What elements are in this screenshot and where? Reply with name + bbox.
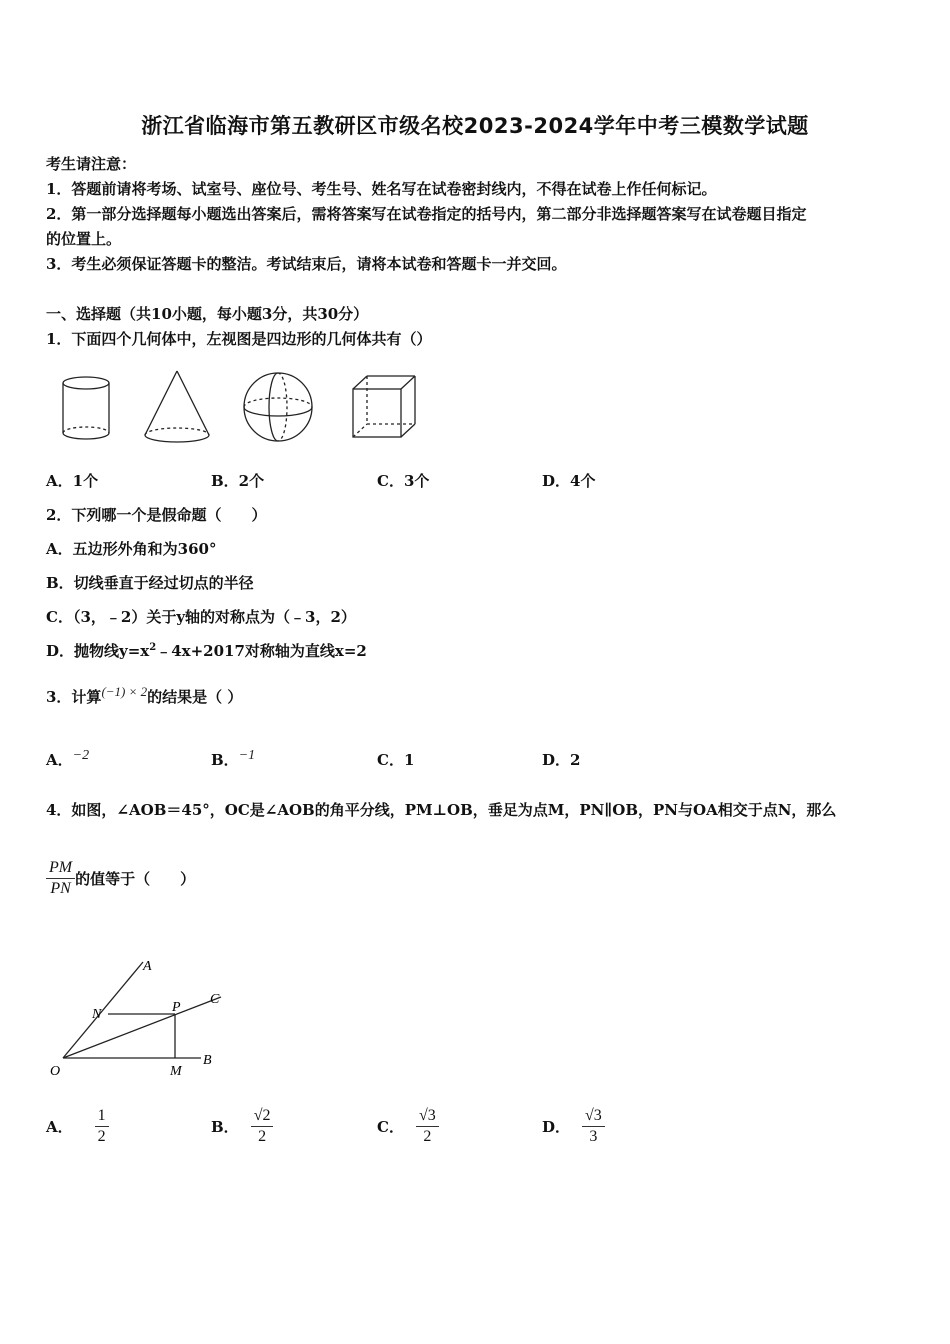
cylinder-icon: [63, 377, 109, 439]
q4-option-b-label: B．: [211, 1118, 239, 1136]
q3-option-d-value: 2: [570, 751, 581, 769]
q1-option-c[interactable]: C．3个: [377, 472, 430, 490]
q4-option-a-numerator: 1: [95, 1106, 109, 1127]
q4-option-d-label: D．: [542, 1118, 571, 1136]
q4-option-c-fraction: [416, 1106, 439, 1147]
q3-option-a[interactable]: [46, 749, 89, 770]
q4-fraction-line: [46, 858, 195, 899]
q1-option-a[interactable]: A．1个: [46, 472, 99, 490]
q3-option-c[interactable]: [377, 749, 414, 770]
notice-item-2: 2．第一部分选择题每小题选出答案后，需将答案写在试卷指定的括号内，第二部分非选择题答案写在试卷题目指定: [46, 205, 807, 223]
figure-label-p: P: [172, 1000, 181, 1015]
q4-option-a-fraction: [95, 1106, 109, 1147]
q4-option-b-fraction: [251, 1106, 274, 1147]
q3-option-a-value: −2: [72, 748, 90, 763]
cone-icon: [145, 371, 209, 442]
q3-option-c-value: 1: [403, 751, 415, 769]
q1-stem: 1．下面四个几何体中，左视图是四边形的几何体共有（）: [46, 330, 432, 348]
q4-stem: 4．如图，∠AOB＝45°，OC是∠AOB的角平分线，PM⊥OB，垂足为点M，PN∥OB，PN与OA相交于点N，那么: [46, 801, 837, 819]
notice-item-1: 1．答题前请将考场、试室号、座位号、考生号、姓名写在试卷密封线内，不得在试卷上作任何标记。: [46, 180, 717, 198]
figure-label-o: O: [50, 1064, 61, 1079]
q1-shapes: [46, 366, 426, 450]
q3-expression: (−1) × 2: [101, 684, 148, 699]
q4-option-d-numerator: √3: [582, 1106, 605, 1127]
q4-option-c-label: C．: [377, 1118, 404, 1136]
q3-option-d-label: D．: [542, 751, 571, 769]
q4-figure: [46, 952, 236, 1082]
q3-option-b-label: B．: [211, 751, 239, 769]
sphere-icon: [244, 373, 312, 441]
q4-option-b[interactable]: [211, 1106, 273, 1147]
q3-option-a-label: A．: [46, 751, 73, 769]
q2-stem: 2．下列哪一个是假命题（ ）: [46, 506, 267, 524]
q2-option-d[interactable]: [46, 640, 367, 661]
notice-item-3: 3．考生必须保证答题卡的整洁。考试结束后，请将本试卷和答题卡一并交回。: [46, 255, 567, 273]
q3-option-d[interactable]: [542, 749, 580, 770]
cube-icon: [353, 376, 415, 437]
figure-label-n: N: [92, 1007, 102, 1022]
q3-option-b[interactable]: [211, 749, 255, 770]
q4-option-a-label: A．: [46, 1118, 73, 1136]
q2-option-a[interactable]: A．五边形外角和为360°: [46, 540, 217, 558]
q1-option-d[interactable]: D．4个: [542, 472, 596, 490]
section-heading: 一、选择题（共10小题，每小题3分，共30分）: [46, 305, 369, 323]
figure-label-m: M: [170, 1064, 182, 1079]
q4-option-a[interactable]: [46, 1106, 109, 1147]
q3-stem-prefix: 3．计算: [46, 688, 102, 706]
q4-option-b-numerator: √2: [251, 1106, 274, 1127]
q2-option-b[interactable]: B．切线垂直于经过切点的半径: [46, 574, 254, 592]
q4-option-c[interactable]: [377, 1106, 439, 1147]
q4-stem-tail: 的值等于（ ）: [75, 870, 196, 888]
page-title: 浙江省临海市第五教研区市级名校2023-2024学年中考三模数学试题: [141, 114, 809, 138]
q4-option-c-numerator: √3: [416, 1106, 439, 1127]
q3-option-c-label: C．: [377, 751, 404, 769]
notice-item-2-cont: 的位置上。: [46, 230, 122, 248]
q2-option-d-exponent: 2: [149, 642, 157, 653]
q4-fraction-numerator: PM: [46, 858, 75, 879]
q3-stem: [46, 686, 242, 707]
q4-option-b-denominator: 2: [258, 1128, 267, 1145]
q4-option-c-denominator: 2: [423, 1128, 432, 1145]
q2-option-c[interactable]: C．（3，﹣2）关于y轴的对称点为（﹣3，2）: [46, 608, 356, 626]
q1-option-b[interactable]: B．2个: [211, 472, 265, 490]
notice-heading: 考生请注意：: [46, 155, 137, 173]
q3-stem-suffix: 的结果是（ ）: [147, 688, 243, 706]
q4-fraction: [46, 858, 75, 899]
figure-label-b: B: [203, 1053, 212, 1068]
q4-option-d-fraction: [582, 1106, 605, 1147]
q2-option-d-part1: D．抛物线y=x: [46, 642, 150, 660]
q4-fraction-denominator: PN: [50, 880, 71, 897]
figure-label-c: C: [210, 992, 220, 1007]
q4-option-d[interactable]: [542, 1106, 605, 1147]
figure-label-a: A: [143, 959, 152, 974]
q2-option-d-part2: ﹣4x+2017对称轴为直线x=2: [156, 642, 367, 660]
q4-option-d-denominator: 3: [589, 1128, 598, 1145]
q3-option-b-value: −1: [238, 748, 256, 763]
q4-option-a-denominator: 2: [97, 1128, 106, 1145]
